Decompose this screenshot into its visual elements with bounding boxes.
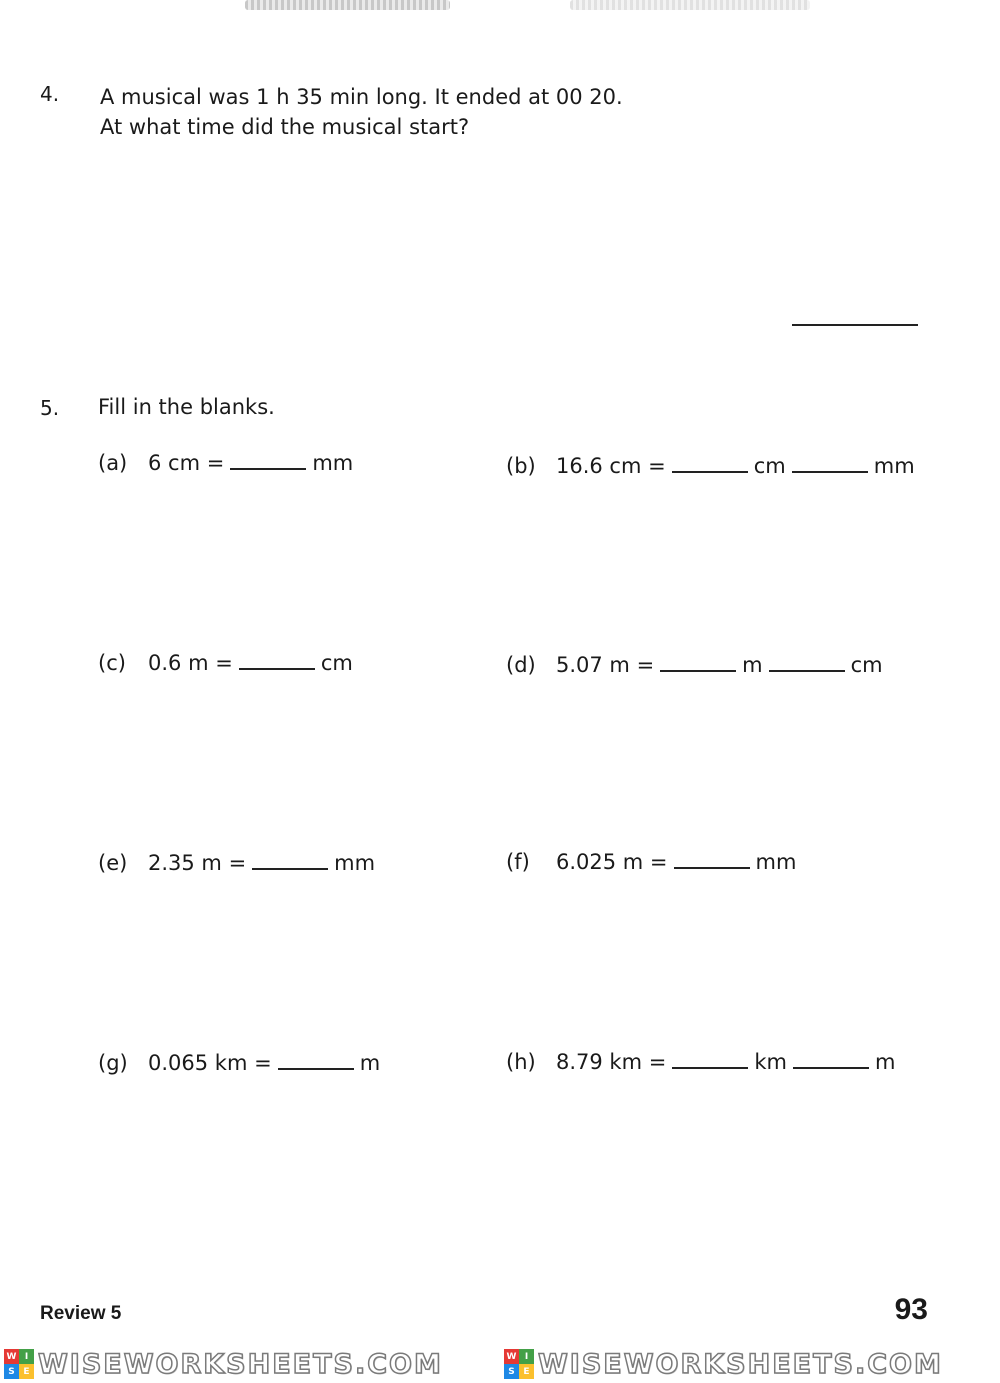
watermark-text: WISEWORKSHEETS.COM — [38, 1348, 443, 1380]
watermark-unit — [0, 1349, 500, 1380]
part-h — [506, 1047, 895, 1074]
answer-blank[interactable] — [793, 1047, 869, 1069]
answer-blank[interactable] — [672, 451, 748, 473]
part-expression: 2.35 m = — [148, 851, 247, 875]
part-unit: m — [742, 653, 763, 677]
part-unit: km — [754, 1050, 787, 1074]
answer-blank[interactable] — [230, 448, 306, 470]
watermark-text: WISEWORKSHEETS.COM — [538, 1348, 943, 1380]
part-unit: mm — [312, 451, 354, 475]
answer-blank[interactable] — [674, 847, 750, 869]
wise-logo-icon: W I S E — [4, 1349, 34, 1379]
part-expression: 0.065 km = — [148, 1051, 272, 1075]
part-f — [506, 847, 796, 874]
part-e — [98, 848, 375, 875]
part-expression: 6 cm = — [148, 451, 225, 475]
part-unit: mm — [873, 454, 915, 478]
scan-artifact — [245, 0, 450, 10]
part-unit: mm — [334, 851, 376, 875]
part-label: (h) — [506, 1050, 536, 1074]
part-expression: 0.6 m = — [148, 651, 233, 675]
answer-blank[interactable] — [278, 1048, 354, 1070]
part-g — [98, 1048, 380, 1075]
part-label: (c) — [98, 651, 126, 675]
answer-blank[interactable] — [252, 848, 328, 870]
part-expression: 8.79 km = — [556, 1050, 667, 1074]
part-b — [506, 451, 915, 478]
part-unit: m — [874, 1050, 896, 1074]
answer-blank[interactable] — [239, 648, 315, 670]
question-5-number: 5. — [40, 396, 60, 420]
question-4-number: 4. — [40, 82, 60, 106]
part-label: (b) — [506, 454, 536, 478]
question-4-line-1: A musical was 1 h 35 min long. It ended at 00 20. — [100, 85, 623, 109]
part-unit: cm — [850, 653, 883, 677]
part-unit: cm — [753, 454, 786, 478]
part-unit: mm — [755, 850, 797, 874]
part-label: (f) — [506, 850, 530, 874]
part-expression: 6.025 m = — [556, 850, 668, 874]
part-expression: 5.07 m = — [556, 653, 655, 677]
part-unit: m — [359, 1051, 381, 1075]
answer-blank[interactable] — [660, 650, 736, 672]
watermark-unit — [500, 1349, 1000, 1380]
question-5-instruction: Fill in the blanks. — [98, 395, 275, 419]
part-a — [98, 448, 353, 475]
answer-blank[interactable] — [672, 1047, 748, 1069]
part-d — [506, 650, 883, 677]
part-expression: 16.6 cm = — [556, 454, 666, 478]
part-c — [98, 648, 353, 675]
wise-logo-icon: W I S E — [504, 1349, 534, 1379]
answer-blank[interactable] — [792, 451, 868, 473]
part-label: (d) — [506, 653, 536, 677]
question-4-answer-line[interactable] — [792, 324, 918, 326]
part-unit: cm — [320, 651, 353, 675]
watermark-banner — [0, 1345, 1000, 1383]
answer-blank[interactable] — [769, 650, 845, 672]
part-label: (a) — [98, 451, 128, 475]
question-4-line-2: At what time did the musical start? — [100, 115, 470, 139]
part-label: (g) — [98, 1051, 128, 1075]
section-title: Review 5 — [40, 1303, 122, 1324]
scan-artifact — [570, 0, 810, 10]
part-label: (e) — [98, 851, 128, 875]
page-number: 93 — [894, 1293, 928, 1326]
